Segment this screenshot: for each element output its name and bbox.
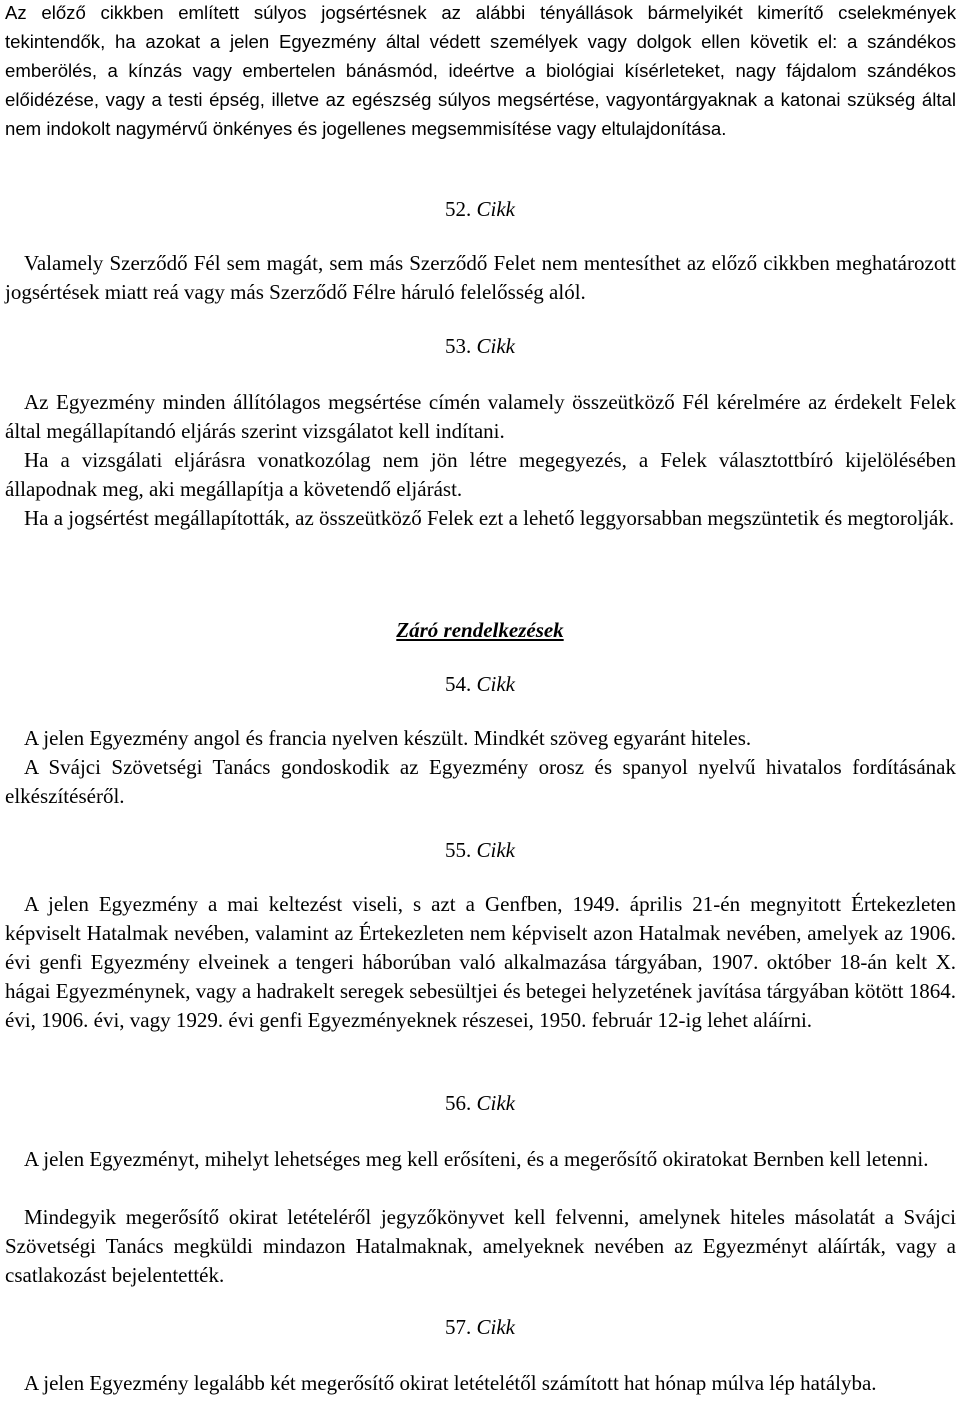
article-54-paragraph-1: A jelen Egyezmény angol és francia nyelven készült. Mindkét szöveg egyaránt hiteles.	[24, 726, 752, 750]
article-number: 52.	[445, 197, 472, 221]
article-53-title	[0, 332, 960, 361]
article-55-paragraph-1: A jelen Egyezmény a mai keltezést viseli, s azt a Genfben, 1949. április 21-én megnyitott Értekezleten képviselt Hatalmak nevében, valamint az Értekezleten nem képviselt azon Hatalmak nevében, amelyek az 1906. évi genfi Egyezmény elveinek a tengeri háborúban való alkalmazása tárgyában, 1907. október 18-án kelt X. hágai Egyezménynek, vagy a hadrakelt seregek sebesültjei és betegei helyzetének javítása tárgyában kötött 1864. évi, 1906. évi, vagy 1929. évi genfi Egyezményeknek részesei, 1950. február 12-ig lehet aláírni.	[5, 892, 956, 1032]
article-word: Cikk	[476, 334, 515, 358]
article-57-paragraph-1: A jelen Egyezmény legalább két megerősítő okirat letételétől számított hat hónap múlva lép hatályba.	[24, 1371, 877, 1395]
article-word: Cikk	[476, 197, 515, 221]
article-54-paragraph-2: A Svájci Szövetségi Tanács gondoskodik az Egyezmény orosz és spanyol nyelvű hivatalos fordításának elkészítéséről.	[5, 755, 956, 808]
section-heading: Záró rendelkezések	[396, 618, 564, 642]
article-word: Cikk	[476, 1315, 515, 1339]
article-number: 56.	[445, 1091, 472, 1115]
article-53-paragraph-2: Ha a vizsgálati eljárásra vonatkozólag nem jön létre megegyezés, a Felek választottbíró kijelölésében állapodnak meg, aki megállapítja a követendő eljárást.	[5, 448, 956, 501]
article-53-paragraph-1: Az Egyezmény minden állítólagos megsértése címén valamely összeütköző Fél kérelmére az érdekelt Felek által megállapítandó eljárás szerint vizsgálatot kell indítani.	[5, 390, 956, 443]
article-number: 54.	[445, 672, 472, 696]
article-56-paragraph-1: A jelen Egyezményt, mihelyt lehetséges meg kell erősíteni, és a megerősítő okiratokat Bernben kell letenni.	[24, 1147, 929, 1171]
intro-paragraph: Az előző cikkben említett súlyos jogsértésnek az alábbi tényállások bármelyikét kimerítő cselekmények tekintendők, ha azokat a jelen Egyezmény által védett személyek vagy dolgok ellen követik el: a szándékos emberölés, a kínzás vagy embertelen bánásmód, ideértve a biológiai kísérleteket, nagy fájdalom szándékos előidézése, vagy a testi épség, illetve az egészség súlyos megsértése, vagyontárgyaknak a katonai szükség által nem indokolt nagymérvű önkényes és jogellenes megsemmisítése vagy eltulajdonítása.	[5, 2, 956, 139]
article-word: Cikk	[476, 838, 515, 862]
article-word: Cikk	[476, 1091, 515, 1115]
article-52-paragraph-1: Valamely Szerződő Fél sem magát, sem más Szerződő Felet nem mentesíthet az előző cikkben meghatározott jogsértések miatt reá vagy más Szerződő Félre háruló felelősség alól.	[5, 251, 956, 304]
article-number: 53.	[445, 334, 472, 358]
article-56-paragraph-2: Mindegyik megerősítő okirat letételéről jegyzőkönyvet kell felvenni, amelynek hiteles másolatát a Svájci Szövetségi Tanács megküldi mindazon Hatalmaknak, amelyeknek nevében az Egyezményt aláírták, vagy a csatlakozást bejelentették.	[5, 1205, 956, 1287]
article-54-title	[0, 670, 960, 699]
article-53-paragraph-3: Ha a jogsértést megállapították, az összeütköző Felek ezt a lehető leggyorsabban megszüntetik és megtorolják.	[24, 506, 955, 530]
article-number: 57.	[445, 1315, 472, 1339]
article-57-title	[0, 1313, 960, 1342]
article-word: Cikk	[476, 672, 515, 696]
article-55-title	[0, 836, 960, 865]
article-number: 55.	[445, 838, 472, 862]
article-52-title	[0, 195, 960, 224]
article-56-title	[0, 1089, 960, 1118]
